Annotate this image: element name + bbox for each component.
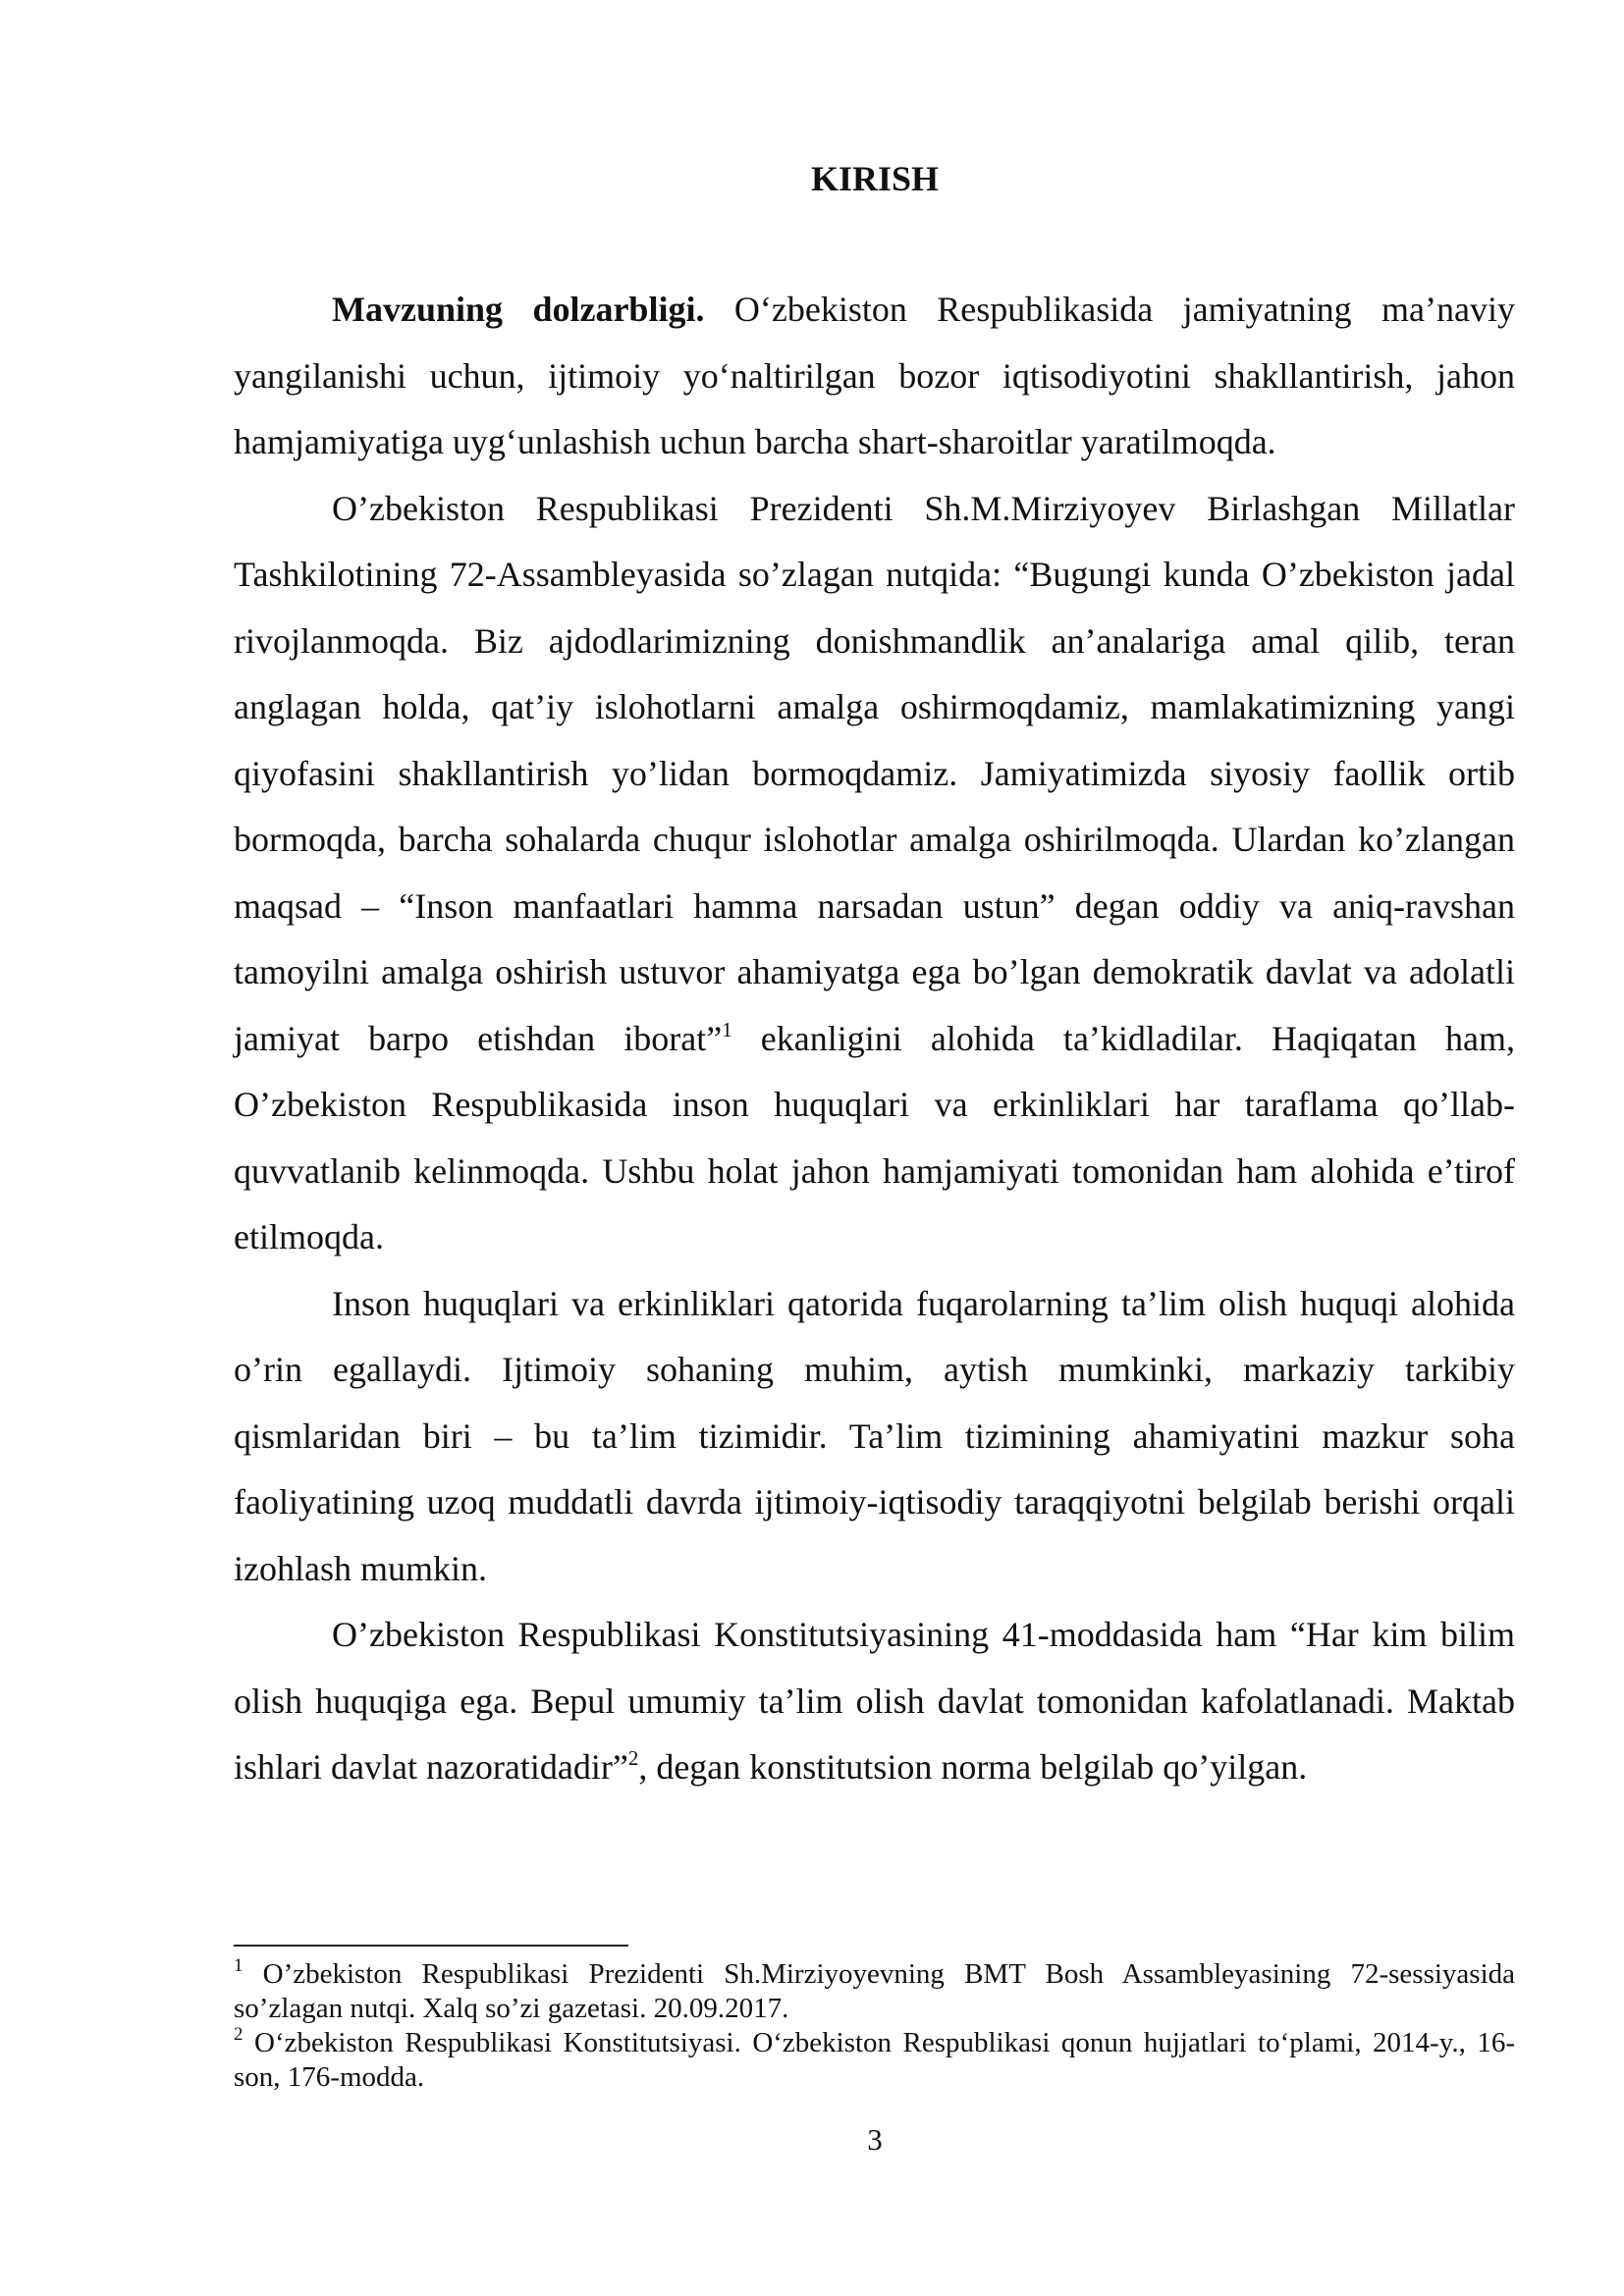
paragraph-text: O’zbekiston Respublikasi Prezidenti Sh.M.Mirziyoyev Birlashgan Millatlar Tashkilotining 72-Assambleyasida so’zlagan nutqida: “Bugungi kunda O’zbekiston jadal rivojlanmoqda. Biz ajdodlarimizning donishmandlik an’analariga amal qilib, teran anglagan holda, qat’iy islohotlarni amalga oshirmoqdamiz, mamlakatimizning yangi qiyofasini shakllantirish yo’lidan bormoqdamiz. Jamiyatimizda siyosiy faollik ortib bormoqda, barcha sohalarda chuqur islohotlar amalga oshirilmoqda. Ulardan ko’zlangan maqsad – “Inson manfaatlari hamma narsadan ustun” degan oddiy va aniq-ravshan tamoyilni amalga oshirish ustuvor ahamiyatga ega bo’lgan demokratik davlat va adolatli jamiyat barpo etishdan iborat”: [234, 488, 1515, 1058]
footnote-number: 1: [234, 1955, 244, 1976]
paragraph-text: O’zbekiston Respublikasi Konstitutsiyasining 41-moddasida ham “Har kim bilim olish huquqiga ega. Bepul umumiy ta’lim olish davlat tomonidan kafolatlanadi. Maktab ishlari davlat nazoratidadir”: [234, 1615, 1515, 1787]
page-title: KIRISH: [810, 159, 940, 198]
footnote-reference: 1: [722, 1017, 732, 1041]
footnote-item: [234, 1957, 1515, 2026]
footnote-item: [234, 2026, 1515, 2095]
paragraph-text: , degan konstitutsion norma belgilab qo’yilgan.: [638, 1747, 1308, 1787]
paragraph-relevance: [234, 277, 1515, 476]
footnote-reference: 2: [627, 1746, 639, 1770]
footnote-number: 2: [234, 2024, 244, 2045]
footnotes: [234, 1957, 1515, 2095]
footnote-text: O‘zbekiston Respublikasi Konstitutsiyasi. O‘zbekiston Respublikasi qonun hujjatlari to‘plami, 2014-y., 16-son, 176-modda.: [234, 2027, 1515, 2093]
body-text: [234, 277, 1515, 1801]
paragraph-president-speech: [234, 476, 1515, 1271]
paragraph-education-right: [234, 1271, 1515, 1603]
paragraph-text: Inson huquqlari va erkinliklari qatorida fuqarolarning ta’lim olish huquqi alohida o’rin egallaydi. Ijtimoiy sohaning muhim, aytish mumkinki, markaziy tarkibiy qismlaridan biri – bu ta’lim tizimidir. Ta’lim tizimining ahamiyatini mazkur soha faoliyatining uzoq muddatli davrda ijtimoiy-iqtisodiy taraqqiyotni belgilab berishi orqali izohlash mumkin.: [234, 1283, 1515, 1588]
footnote-text: O’zbekiston Respublikasi Prezidenti Sh.Mirziyoyevning BMT Bosh Assambleyasining 72-sessiyasida so’zlagan nutqi. Xalq so’zi gazetasi. 20.09.2017.: [234, 1958, 1515, 2024]
footnote-separator: [234, 1945, 628, 1947]
paragraph-lead-heading: Mavzuning dolzarbligi.: [332, 290, 705, 329]
paragraph-constitution: [234, 1602, 1515, 1801]
page-number: 3: [867, 2122, 883, 2157]
paragraph-text: ekanligini alohida ta’kidladilar. Haqiqatan ham, O’zbekiston Respublikasida inson huquqlari va erkinliklari har taraflama qo’llab-quvvatlanib kelinmoqda. Ushbu holat jahon hamjamiyati tomonidan ham alohida e’tirof etilmoqda.: [234, 1018, 1516, 1256]
paragraph-text: O‘zbekiston Respublikasida jamiyatning ma’naviy yangilanishi uchun, ijtimoiy yo‘naltirilgan bozor iqtisodiyotini shakllantirish, jahon hamjamiyatiga uyg‘unlashish uchun barcha shart-sharoitlar yaratilmoqda.: [234, 290, 1515, 461]
